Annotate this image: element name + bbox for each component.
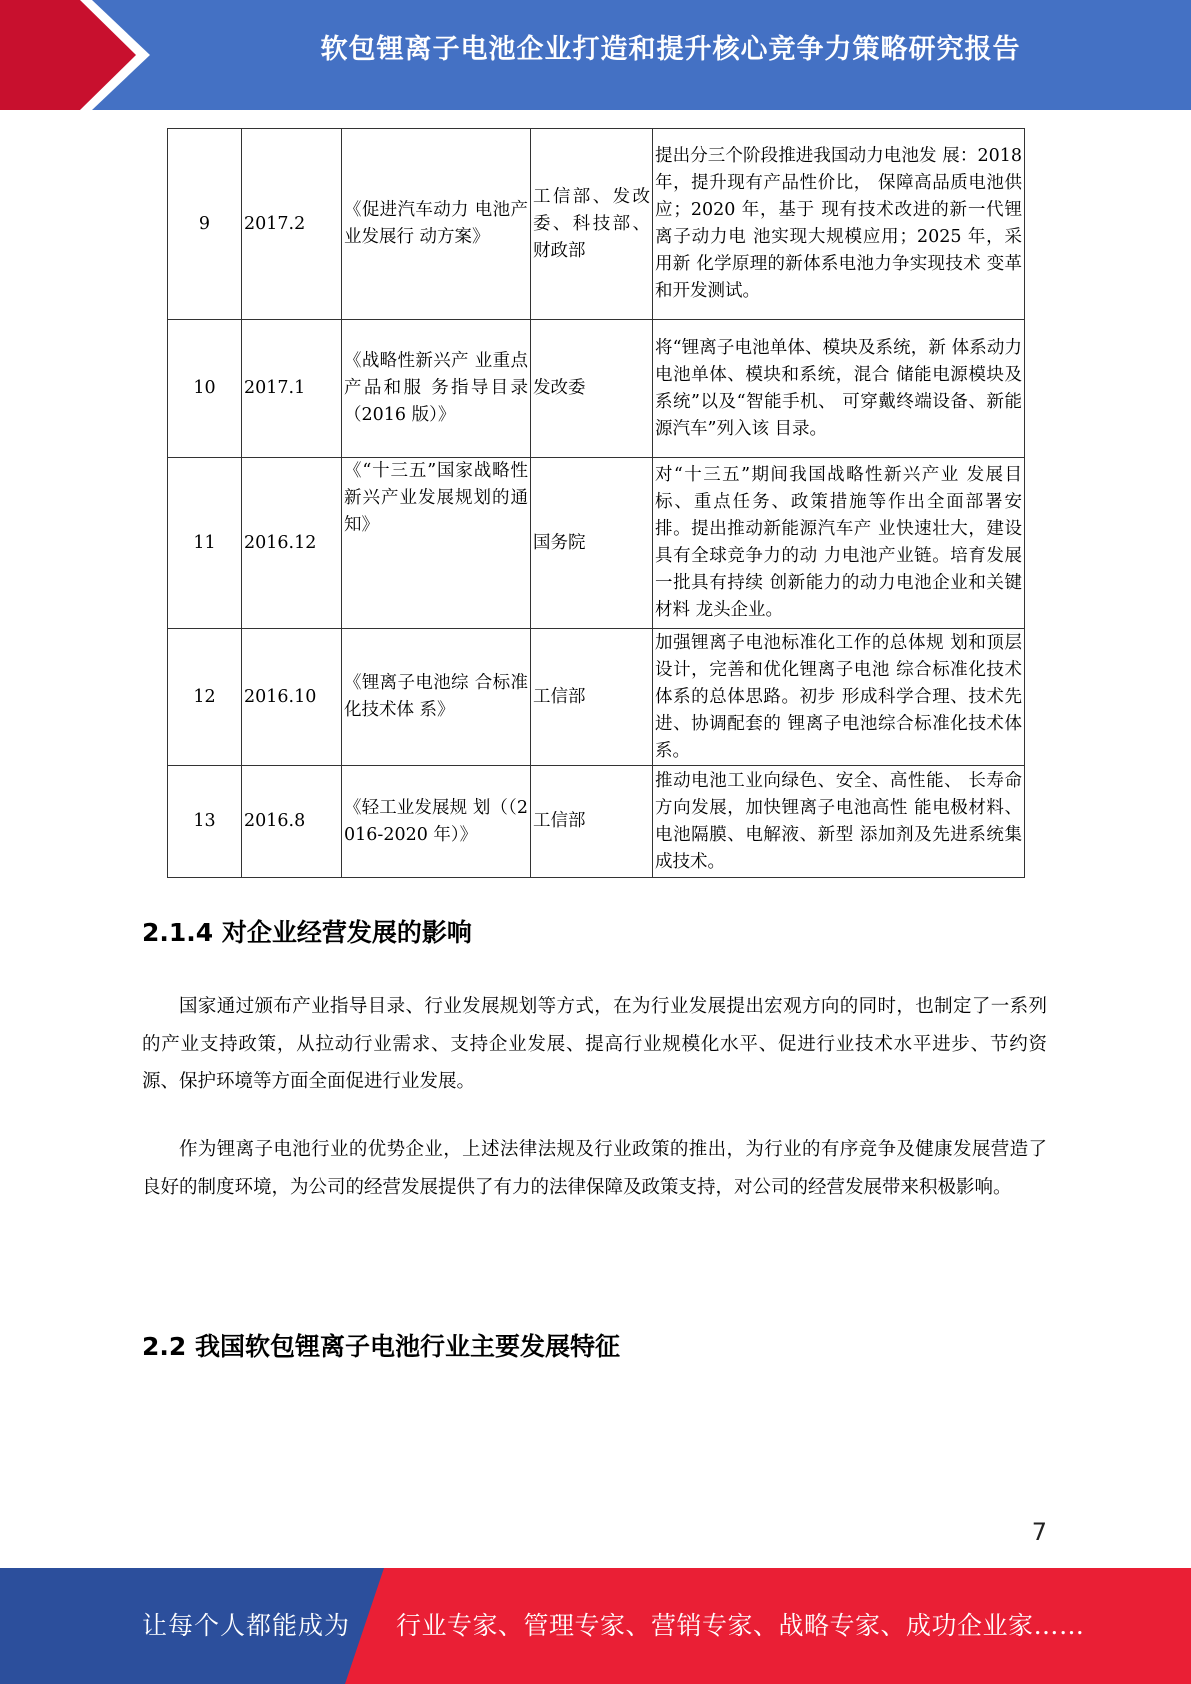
row-content: 将“锂离子电池单体、模块及系统，新 体系动力电池单体、模块和系统，混合 储能电源模块及系统”以及“智能手机、 可穿戴终端设备、新能源汽车”列入该 目录。 (653, 320, 1025, 458)
row-document: 《“十三五”国家战略性新兴产业发展规划的通知》 (342, 458, 531, 629)
row-number: 10 (168, 320, 242, 458)
row-department: 国务院 (531, 458, 653, 629)
body-paragraph: 国家通过颁布产业指导目录、行业发展规划等方式，在为行业发展提出宏观方向的同时，也制定了一系列的产业支持政策，从拉动行业需求、支持企业发展、提高行业规模化水平、促进行业技术水平进步、节约资源、保护环境等方面全面促进行业发展。 (142, 996, 1047, 1092)
body-paragraph: 作为锂离子电池行业的优势企业，上述法律法规及行业政策的推出，为行业的有序竞争及健康发展营造了良好的制度环境，为公司的经营发展提供了有力的法律保障及政策支持，对公司的经营发展带来积极影响。 (142, 1139, 1047, 1198)
row-content: 加强锂离子电池标准化工作的总体规 划和顶层设计，完善和优化锂离子电池 综合标准化技术体系的总体思路。初步 形成科学合理、技术先进、协调配套的 锂离子电池综合标准化技术体系。 (653, 629, 1025, 766)
section-heading-2-1-4: 2.1.4 对企业经营发展的影响 (142, 918, 472, 947)
table-row (168, 320, 1025, 458)
row-number: 9 (168, 129, 242, 320)
policy-table (167, 128, 1025, 878)
row-date: 2016.8 (242, 766, 342, 878)
row-document: 《战略性新兴产 业重点产品和服 务指导目录（2016 版）》 (342, 320, 531, 458)
row-date: 2016.10 (242, 629, 342, 766)
page-number: 7 (1031, 1518, 1047, 1546)
section-heading-2-2: 2.2 我国软包锂离子电池行业主要发展特征 (142, 1332, 620, 1361)
page-header (0, 0, 1191, 110)
row-number: 11 (168, 458, 242, 629)
row-content: 推动电池工业向绿色、安全、高性能、 长寿命方向发展，加快锂离子电池高性 能电极材料、电池隔膜、电解液、新型 添加剂及先进系统集成技术。 (653, 766, 1025, 878)
row-department: 工信部 (531, 766, 653, 878)
row-document: 《促进汽车动力 电池产业发展行 动方案》 (342, 129, 531, 320)
footer-slogan-right: 行业专家、管理专家、营销专家、战略专家、成功企业家…… (396, 1611, 1085, 1640)
header-arrow-decoration (0, 0, 150, 110)
page-footer (0, 1568, 1191, 1684)
table-row (168, 629, 1025, 766)
report-title: 软包锂离子电池企业打造和提升核心竞争力策略研究报告 (320, 34, 1021, 65)
row-date: 2016.12 (242, 458, 342, 629)
row-content: 提出分三个阶段推进我国动力电池发 展：2018 年，提升现有产品性价比， 保障高品质电池供应；2020 年，基于 现有技术改进的新一代锂离子动力电 池实现大规模应用；2025 年，采用新 化学原理的新体系电池力争实现技术 变革和开发测试。 (653, 129, 1025, 320)
table-row (168, 129, 1025, 320)
row-number: 13 (168, 766, 242, 878)
row-date: 2017.1 (242, 320, 342, 458)
row-department: 发改委 (531, 320, 653, 458)
footer-slogan-left: 让每个人都能成为 (142, 1611, 351, 1640)
row-department: 工信部、发改委、科技部、财政部 (531, 129, 653, 320)
row-date: 2017.2 (242, 129, 342, 320)
table-row (168, 766, 1025, 878)
table-row (168, 458, 1025, 629)
row-content: 对“十三五”期间我国战略性新兴产业 发展目标、重点任务、政策措施等作出全面部署安排。提出推动新能源汽车产 业快速壮大，建设具有全球竞争力的动 力电池产业链。培育发展一批具有持续 创新能力的动力电池企业和关键材料 龙头企业。 (653, 458, 1025, 629)
row-document: 《轻工业发展规 划（（2016-2020 年）》 (342, 766, 531, 878)
row-department: 工信部 (531, 629, 653, 766)
row-number: 12 (168, 629, 242, 766)
row-document: 《锂离子电池综 合标准化技术体 系》 (342, 629, 531, 766)
